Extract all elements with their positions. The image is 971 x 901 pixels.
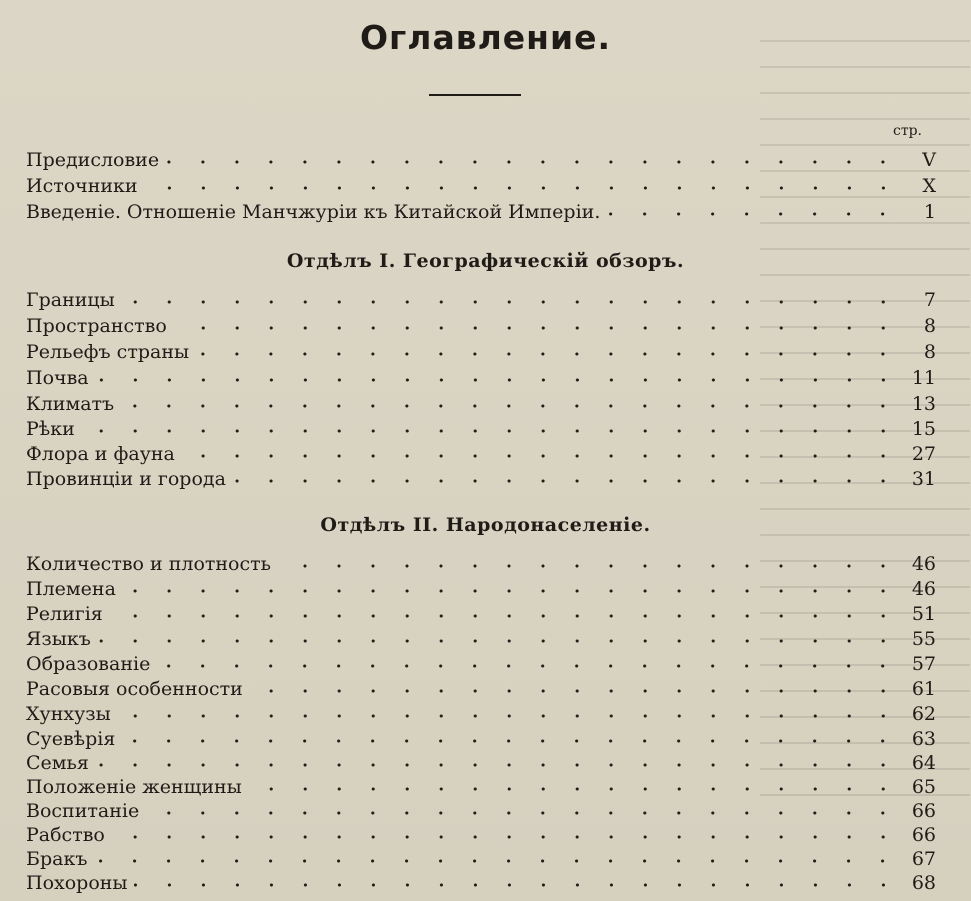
dot-leader [122,589,900,593]
toc-entry-page: X [922,175,936,197]
toc-entry-label: Семья [26,752,89,774]
section-heading: Отдѣлъ II. Народонаселеніе. [320,514,651,536]
dot-leader [111,835,900,839]
toc-entry-page: 27 [911,443,936,465]
toc-entry-label: Похороны [26,872,128,894]
toc-entry-page: 63 [911,728,936,750]
toc-entry-page: 55 [911,628,936,650]
toc-entry-page: 13 [911,393,936,415]
toc-entry [26,772,936,798]
toc-entry-label: Источники [26,175,138,197]
toc-entry [26,724,936,750]
toc-entry-page: 68 [911,872,936,894]
toc-entry-label: Образованіе [26,653,151,675]
toc-entry-label: Бракъ [26,848,88,870]
toc-entry-label: Границы [26,289,115,311]
toc-entry-label: Климатъ [26,393,115,415]
toc-entry-label: Почва [26,367,89,389]
dot-leader [173,326,900,330]
toc-entry-page: 46 [911,578,936,600]
toc-entry-label: Введеніе. Отношеніе Манчжуріи къ Китайской Имперіи. [26,201,601,223]
dot-leader [109,614,900,618]
page-title: Оглавление. [359,18,611,57]
dot-leader [95,763,900,767]
toc-entry [26,145,936,171]
dot-leader [606,212,900,216]
toc-entry-page: 66 [911,800,936,822]
toc-entry-label: Рельефъ страны [26,341,190,363]
toc-entry-label: Флора и фауна [26,443,175,465]
toc-entry-label: Рабство [26,824,105,846]
dot-leader [95,378,900,382]
title-underline [429,94,521,96]
toc-entry-page: 62 [911,703,936,725]
toc-entry [26,674,936,700]
toc-entry-page: 57 [911,653,936,675]
toc-entry-page: 61 [911,678,936,700]
toc-entry-label: Провинціи и города [26,468,226,490]
toc-entry-label: Положеніе женщины [26,776,242,798]
toc-entry-page: 8 [923,315,936,337]
toc-entry-page: 7 [923,289,936,311]
dot-leader [248,787,900,791]
dot-leader [120,404,900,408]
toc-entry-page: 11 [911,367,936,389]
toc-entry [26,820,936,846]
toc-entry-label: Рѣки [26,418,75,440]
dot-leader [144,186,900,190]
toc-entry [26,574,936,600]
toc-entry [26,337,936,363]
dot-leader [232,479,900,483]
dot-leader [156,664,900,668]
toc-entry-page: 65 [911,776,936,798]
toc-entry-label: Племена [26,578,116,600]
dot-leader [97,639,900,643]
toc-entry [26,699,936,725]
dot-leader [121,739,900,743]
toc-entry-label: Хунхузы [26,703,111,725]
toc-entry-label: Расовыя особенности [26,678,243,700]
dot-leader [181,454,900,458]
dot-leader [165,160,900,164]
toc-entry-page: 66 [911,824,936,846]
toc-entry-page: V [922,149,936,171]
toc-entry-page: 67 [911,848,936,870]
section-heading: Отдѣлъ I. Географическій обзоръ. [286,250,685,272]
toc-entry [26,549,936,575]
toc-entry-page: 64 [911,752,936,774]
toc-entry [26,796,936,822]
toc-entry [26,844,936,870]
toc-entry [26,311,936,337]
toc-entry [26,363,936,389]
toc-entry-label: Предисловие [26,149,160,171]
toc-entry-label: Языкъ [26,628,91,650]
toc-entry [26,649,936,675]
toc-entry [26,389,936,415]
dot-leader [249,689,900,693]
dot-leader [134,883,900,887]
toc-entry-label: Пространство [26,315,167,337]
toc-entry [26,748,936,774]
toc-entry-page: 51 [911,603,936,625]
toc-entry-page: 1 [923,201,936,223]
page-column-header: стр. [893,123,922,139]
dot-leader [93,859,900,863]
toc-entry [26,197,936,223]
toc-entry [26,868,936,894]
toc-entry [26,414,936,440]
dot-leader [195,352,900,356]
dot-leader [277,564,900,568]
toc-entry [26,285,936,311]
toc-entry-label: Воспитаніе [26,800,140,822]
toc-entry [26,464,936,490]
dot-leader [81,429,900,433]
toc-entry-label: Религія [26,603,103,625]
toc-entry-page: 15 [911,418,936,440]
toc-entry-page: 31 [911,468,936,490]
toc-entry-page: 8 [923,341,936,363]
toc-entry [26,439,936,465]
dot-leader [145,811,900,815]
dot-leader [121,300,900,304]
toc-entry [26,624,936,650]
dot-leader [117,714,900,718]
toc-entry-page: 46 [911,553,936,575]
toc-entry [26,599,936,625]
toc-entry-label: Количество и плотность [26,553,271,575]
toc-entry [26,171,936,197]
toc-entry-label: Суевѣрія [26,728,116,750]
